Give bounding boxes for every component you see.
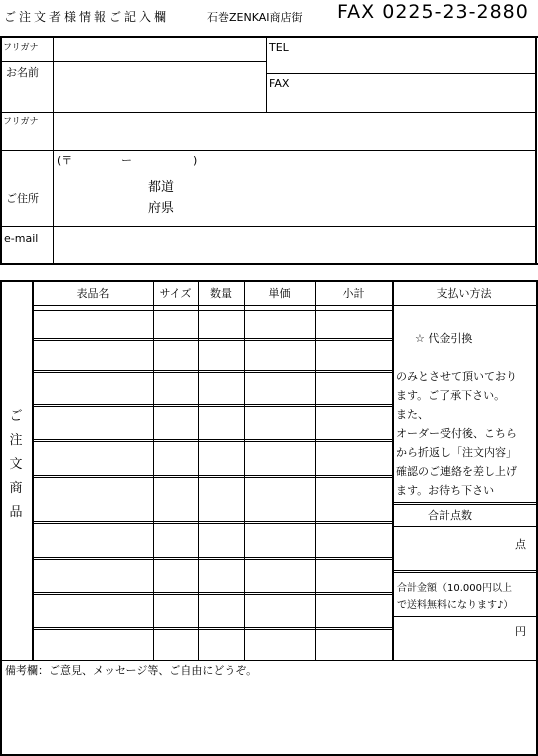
payment-note-line: また、	[396, 408, 429, 421]
furigana-label: フリガナ	[3, 43, 39, 53]
order-cell-quantity[interactable]	[200, 631, 242, 659]
order-cell-size[interactable]	[155, 561, 196, 590]
prefecture-line2: 府県	[148, 201, 175, 216]
order-cell-subtotal[interactable]	[317, 596, 390, 625]
order-side-char: 文	[9, 457, 23, 472]
order-side-char: ご	[9, 409, 23, 424]
order-cell-subtotal[interactable]	[317, 479, 390, 519]
order-cell-quantity[interactable]	[200, 443, 242, 473]
postal-prefix: (〒	[57, 154, 73, 167]
order-cell-subtotal[interactable]	[317, 408, 390, 437]
header-payment-method: 支払い方法	[436, 287, 492, 300]
order-cell-size[interactable]	[155, 312, 196, 336]
order-cell-size[interactable]	[155, 408, 196, 437]
furigana-field[interactable]	[55, 38, 265, 60]
order-cell-size[interactable]	[155, 443, 196, 473]
order-cell-size[interactable]	[155, 374, 196, 402]
name-field[interactable]	[55, 63, 265, 111]
header-subtotal: 小計	[342, 287, 365, 300]
order-cell-subtotal[interactable]	[317, 342, 390, 368]
order-side-char: 商	[9, 481, 23, 496]
order-cell-subtotal[interactable]	[317, 443, 390, 473]
order-cell-size[interactable]	[155, 479, 196, 519]
order-cell-product-name[interactable]	[35, 312, 151, 336]
payment-note-line: から折返し「注文内容」	[396, 446, 517, 459]
order-cell-product-name[interactable]	[35, 596, 151, 625]
count-unit: 点	[515, 538, 526, 551]
order-cell-unit-price[interactable]	[246, 561, 313, 590]
prefecture-line1: 都道	[148, 180, 175, 195]
email-label: e-mail	[4, 232, 39, 245]
fax-number: FAX 0225-23-2880	[337, 1, 529, 23]
order-cell-unit-price[interactable]	[246, 408, 313, 437]
order-cell-size[interactable]	[155, 631, 196, 659]
order-cell-quantity[interactable]	[200, 342, 242, 368]
order-cell-subtotal[interactable]	[317, 374, 390, 402]
order-cell-unit-price[interactable]	[246, 342, 313, 368]
total-amount-field[interactable]	[394, 618, 534, 658]
order-side-char: 品	[9, 505, 23, 520]
header-size: サイズ	[159, 287, 192, 300]
order-cell-product-name[interactable]	[35, 443, 151, 473]
fax-label: FAX	[269, 77, 290, 90]
tel-field[interactable]	[268, 38, 534, 72]
order-cell-quantity[interactable]	[200, 596, 242, 625]
order-cell-subtotal[interactable]	[317, 312, 390, 336]
order-cell-subtotal[interactable]	[317, 525, 390, 555]
address-field[interactable]	[55, 152, 534, 225]
order-cell-size[interactable]	[155, 342, 196, 368]
order-cell-unit-price[interactable]	[246, 312, 313, 336]
address-furigana-field[interactable]	[55, 114, 534, 149]
remarks-label: 備考欄：ご意見、メッセージ等、ご自由にどうぞ。	[5, 664, 258, 677]
furigana-address-label: フリガナ	[3, 117, 39, 127]
order-cell-subtotal[interactable]	[317, 561, 390, 590]
order-cell-product-name[interactable]	[35, 525, 151, 555]
fax-field[interactable]	[268, 75, 534, 111]
payment-note-line: オーダー受付後、こちら	[396, 427, 517, 440]
order-cell-unit-price[interactable]	[246, 631, 313, 659]
order-cell-product-name[interactable]	[35, 374, 151, 402]
order-cell-unit-price[interactable]	[246, 479, 313, 519]
order-section	[0, 280, 538, 756]
customer-info-section	[0, 36, 538, 265]
address-label: ご住所	[6, 192, 39, 205]
order-cell-product-name[interactable]	[35, 342, 151, 368]
total-count-field[interactable]	[394, 528, 534, 570]
order-cell-unit-price[interactable]	[246, 443, 313, 473]
order-cell-quantity[interactable]	[200, 479, 242, 519]
order-cell-product-name[interactable]	[35, 631, 151, 659]
payment-note-line: のみとさせて頂いており	[396, 370, 517, 383]
order-cell-product-name[interactable]	[35, 479, 151, 519]
store-name: 石巻ZENKAI商店街	[207, 11, 303, 24]
total-amount-label-1: 合計金額（10.000円以上	[397, 583, 512, 594]
order-cell-subtotal[interactable]	[317, 631, 390, 659]
total-amount-label-2: で送料無料になります♪）	[397, 600, 514, 611]
order-cell-product-name[interactable]	[35, 561, 151, 590]
order-cell-product-name[interactable]	[35, 408, 151, 437]
order-cell-quantity[interactable]	[200, 374, 242, 402]
form-title: ご注文者様情報ご記入欄	[4, 10, 170, 24]
name-label: お名前	[6, 66, 39, 79]
order-cell-quantity[interactable]	[200, 525, 242, 555]
header-product-name: 表品名	[76, 287, 110, 300]
order-side-char: 注	[9, 433, 23, 448]
yen-unit: 円	[515, 625, 526, 638]
order-cell-unit-price[interactable]	[246, 525, 313, 555]
form-header	[0, 0, 538, 30]
payment-note-line: 確認のご連絡を差し上げ	[396, 465, 517, 478]
order-cell-quantity[interactable]	[200, 561, 242, 590]
remarks-field[interactable]	[3, 678, 534, 752]
email-field[interactable]	[55, 228, 534, 262]
order-cell-quantity[interactable]	[200, 312, 242, 336]
order-cell-quantity[interactable]	[200, 408, 242, 437]
order-cell-size[interactable]	[155, 596, 196, 625]
header-unit-price: 単価	[268, 287, 291, 300]
tel-label: TEL	[269, 41, 289, 54]
postal-dash: ー	[121, 154, 132, 167]
order-cell-unit-price[interactable]	[246, 596, 313, 625]
payment-note-line: ます。お待ち下さい	[396, 484, 495, 497]
order-cell-unit-price[interactable]	[246, 374, 313, 402]
postal-suffix: )	[193, 154, 198, 167]
payment-notes	[396, 367, 536, 500]
payment-title: ☆ 代金引換	[415, 332, 473, 345]
payment-note-line: ます。ご了承下さい。	[396, 389, 506, 402]
header-quantity: 数量	[210, 287, 232, 300]
order-cell-size[interactable]	[155, 525, 196, 555]
total-count-label: 合計点数	[428, 509, 472, 522]
